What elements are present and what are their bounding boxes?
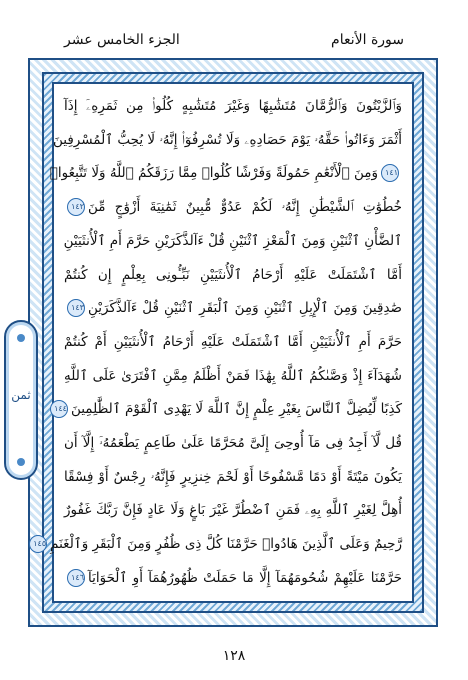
hizb-quarter-marker [4, 320, 38, 480]
verse-line [33, 528, 402, 561]
verse-text: وَمِنَ ٱلْأَنْعَٰمِ حَمُولَةً وَفَرْشًا كُلُوا۟ مِمَّا رَزَقَكُمُ ٱللَّهُ وَلَا تَتَّبِعُوا۟ [49, 165, 378, 182]
verse-text: أَثْمَرَ وَءَاتُوا۟ حَقَّهُۥ يَوْمَ حَصَادِهِۦ وَلَا تُسْرِفُوٓا۟ إِنَّهُۥ لَا يُحِبُّ ٱلْمُسْرِفِينَ [52, 131, 402, 148]
frame-ornament-border [33, 72, 424, 613]
ayah-marker-icon: ١٤٦ [67, 569, 85, 587]
verse-line [64, 494, 402, 527]
verse-text: رَّحِيمٌ وَعَلَى ٱلَّذِينَ هَادُوا۟ حَرَّمْنَا كُلَّ ذِى ظُفُرٍ وَمِنَ ٱلْبَقَرِ وَٱلْغَنَمِ [50, 536, 402, 553]
verse-line [64, 562, 402, 595]
verse-line [64, 259, 402, 292]
verse-line [64, 427, 402, 460]
verse-line [54, 393, 402, 426]
verse-line [64, 90, 402, 123]
verse-line [64, 191, 402, 224]
verse-text: ٱلضَّأْنِ ٱثْنَيْنِ وَمِنَ ٱلْمَعْزِ ٱثْنَيْنِ قُلْ ءَآلذَّكَرَيْنِ حَرَّمَ أَمِ ٱلْأُنثَيَيْنِ [63, 232, 402, 249]
verse-text: قُل لَّآ أَجِدُ فِى مَآ أُوحِىَ إِلَىَّ مُحَرَّمًا عَلَىٰ طَاعِمٍ يَطْعَمُهُۥٓ إِلَّآ أَن [64, 435, 402, 452]
verse-line [64, 461, 402, 494]
verse-text: أُهِلَّ لِغَيْرِ ٱللَّهِ بِهِۦ فَمَنِ ٱضْطُرَّ غَيْرَ بَاغٍ وَلَا عَادٍ فَإِنَّ رَبَّكَ غَفُورٌ [64, 502, 402, 519]
verse-line [64, 326, 402, 359]
verse-line [49, 157, 402, 190]
surah-title: سورة الأنعام [331, 32, 404, 48]
ayah-marker-icon: ١٤٤ [50, 400, 68, 418]
side-marker-label: ثمن [11, 388, 31, 402]
ayah-marker-icon: ١٤٣ [67, 299, 85, 317]
verse-text: أَمَّا ٱشْتَمَلَتْ عَلَيْهِ أَرْحَامُ ٱلْأُنثَيَيْنِ نَبِّـُٔونِى بِعِلْمٍ إِن كُنتُمْ [64, 266, 402, 283]
verse-line [64, 225, 402, 258]
page-frame [28, 58, 438, 627]
verse-line [64, 292, 402, 325]
verse-text: حَرَّمَ أَمِ ٱلْأُنثَيَيْنِ أَمَّا ٱشْتَمَلَتْ عَلَيْهِ أَرْحَامُ ٱلْأُنثَيَيْنِ أَمْ كُنتُمْ [64, 333, 402, 350]
text-area [33, 82, 414, 603]
verse-line [64, 360, 402, 393]
verse-lines [33, 90, 402, 595]
verse-text: وَٱلزَّيْتُونَ وَٱلرُّمَّانَ مُتَشَٰبِهًا وَغَيْرَ مُتَشَٰبِهٍ كُلُوا۟ مِن ثَمَرِهِۦٓ إِذَآ [64, 98, 402, 114]
ornament-dot-icon [17, 334, 25, 342]
verse-text: صَٰدِقِينَ وَمِنَ ٱلْإِبِلِ ٱثْنَيْنِ وَمِنَ ٱلْبَقَرِ ٱثْنَيْنِ قُلْ ءَآلذَّكَرَيْنِ [88, 300, 402, 317]
ayah-marker-icon: ١٤١ [381, 164, 399, 182]
verse-text: خُطُوَٰتِ ٱلشَّيْطَٰنِ إِنَّهُۥ لَكُمْ عَدُوٌّ مُّبِينٌ ثَمَٰنِيَةَ أَزْوَٰجٍ مِّنَ [88, 199, 402, 216]
verse-text: شُهَدَآءَ إِذْ وَصَّىٰكُمُ ٱللَّهُ بِهَٰذَا فَمَنْ أَظْلَمُ مِمَّنِ ٱفْتَرَىٰ عَلَى ٱللَّهِ [64, 367, 402, 384]
ayah-marker-icon: ١٤٢ [67, 198, 85, 216]
verse-text: كَذِبًا لِّيُضِلَّ ٱلنَّاسَ بِغَيْرِ عِلْمٍ إِنَّ ٱللَّهَ لَا يَهْدِى ٱلْقَوْمَ ٱلظَّٰلِمِينَ [70, 401, 402, 418]
verse-text: حَرَّمْنَا عَلَيْهِمْ شُحُومَهُمَآ إِلَّا مَا حَمَلَتْ ظُهُورُهُمَآ أَوِ ٱلْحَوَايَآ [88, 569, 402, 586]
verse-text: يَكُونَ مَيْتَةً أَوْ دَمًا مَّسْفُوحًا أَوْ لَحْمَ خِنزِيرٍ فَإِنَّهُۥ رِجْسٌ أَوْ فِسْقًا [64, 468, 402, 485]
ornament-dot-icon [17, 458, 25, 466]
ayah-marker-icon: ١٤٥ [29, 535, 47, 553]
page-number: ١٢٨ [222, 648, 246, 664]
juz-title: الجزء الخامس عشر [64, 32, 180, 48]
verse-line [52, 124, 402, 157]
